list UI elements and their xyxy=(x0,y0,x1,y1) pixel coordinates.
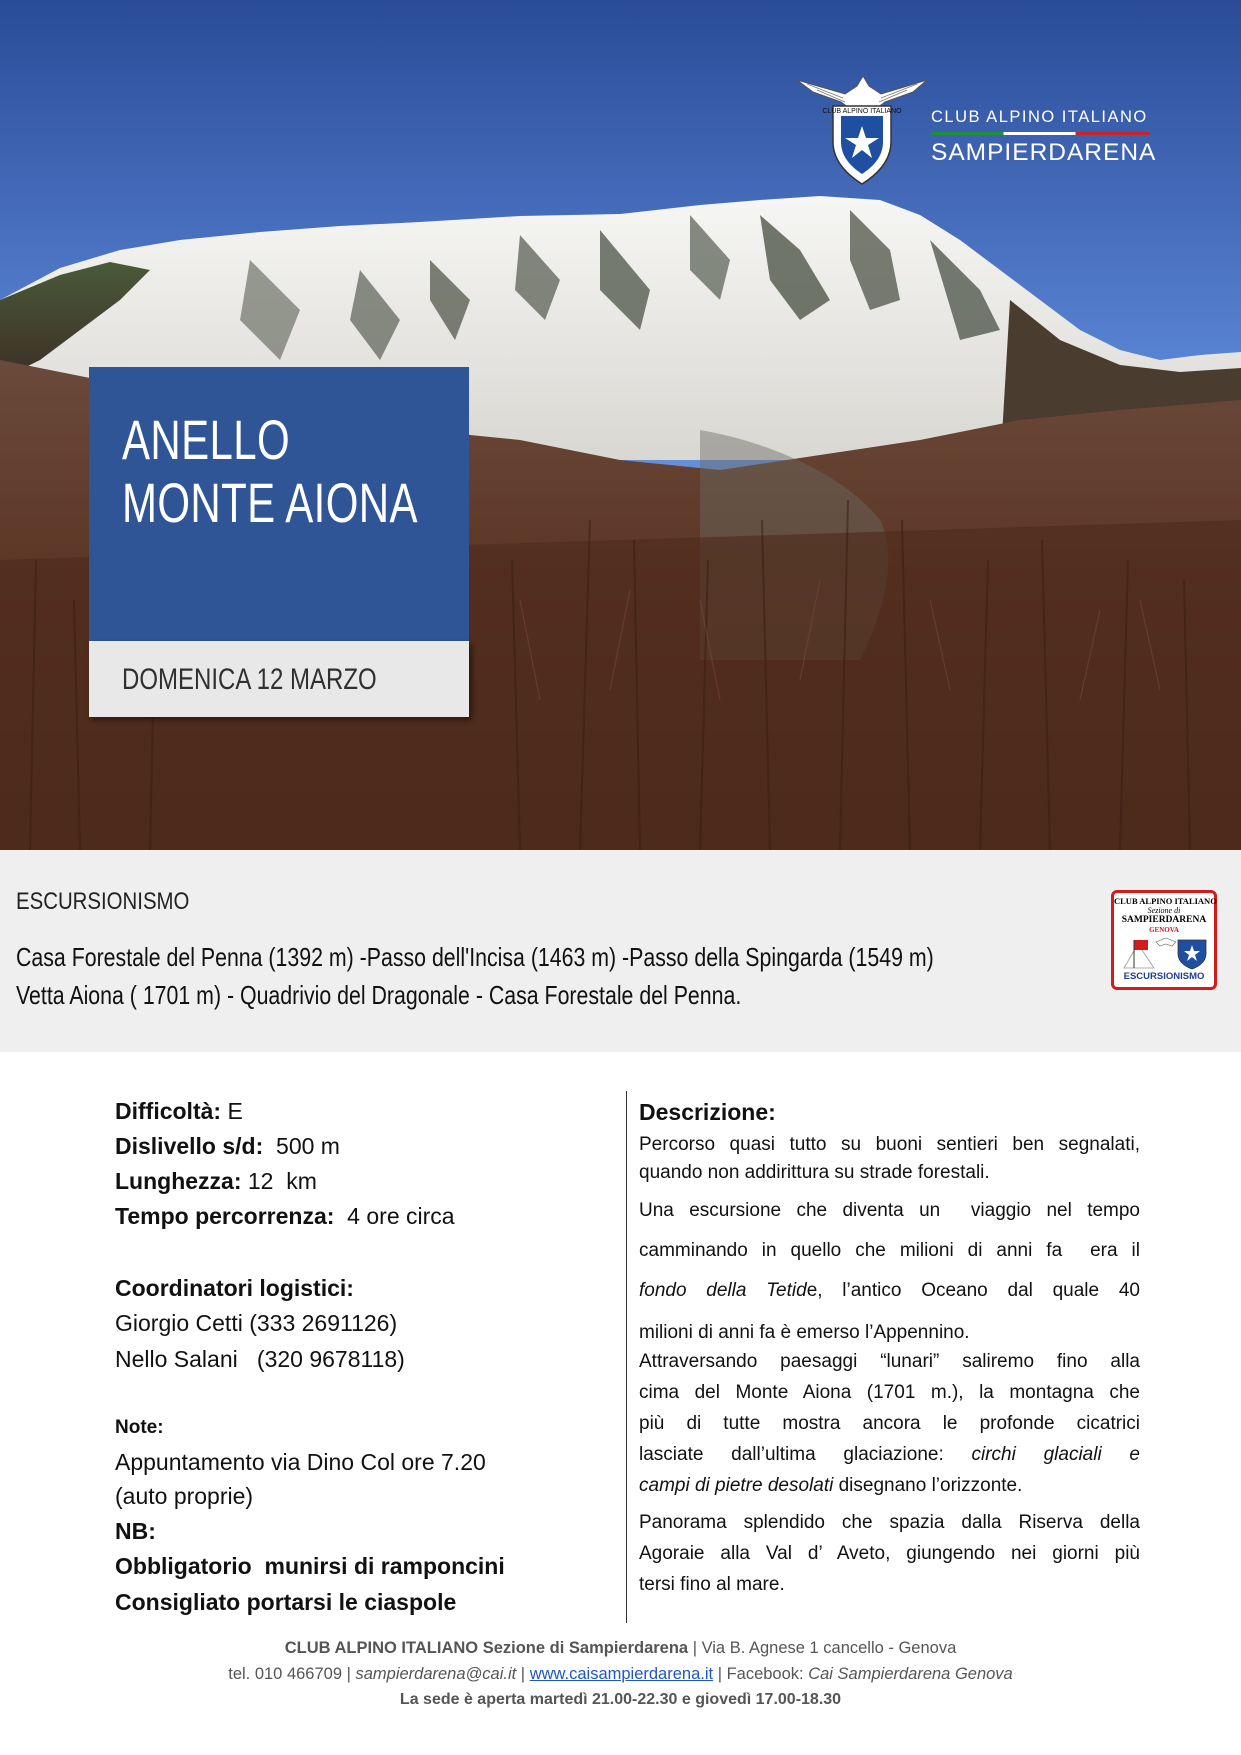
time-value: 4 ore circa xyxy=(334,1203,455,1229)
footer-line2 xyxy=(0,1665,1241,1684)
desc-p2-line7: più di tutte mostra ancora le profonde cicatrici xyxy=(639,1413,1140,1434)
desc-p2-line1: Una escursione che diventa un viaggio nel tempo xyxy=(639,1200,1140,1221)
desc-p1-line2: quando non addirittura su strade forestali. xyxy=(639,1162,990,1183)
footer-sep: | xyxy=(516,1665,530,1683)
desc-p3-line3: tersi fino al mare. xyxy=(639,1574,785,1595)
time-row xyxy=(115,1203,455,1230)
badge-line4: GENOVA xyxy=(1149,926,1179,934)
desc-p2-line8 xyxy=(639,1444,1140,1466)
hero-image xyxy=(0,0,1241,850)
desc-p2-line2: camminando in quello che milioni di anni fa era il xyxy=(639,1240,1140,1261)
footer-line1 xyxy=(0,1639,1241,1658)
route-line-2: Vetta Aiona ( 1701 m) - Quadrivio del Dragonale - Casa Forestale del Penna. xyxy=(16,980,742,1010)
coordinator-2: Nello Salani (320 9678118) xyxy=(115,1346,405,1372)
cai-eagle-emblem-icon xyxy=(795,72,930,187)
footer-tel: tel. 010 466709 | xyxy=(228,1665,356,1683)
badge-line2: Sezione di xyxy=(1147,906,1181,915)
coordinators-label: Coordinatori logistici: xyxy=(115,1275,354,1301)
desc-p2-line3 xyxy=(639,1280,1140,1302)
tricolor-rule xyxy=(931,132,1150,135)
desc-p3-line2: Agoraie alla Val d’ Aveto, giungendo nei giorni più xyxy=(639,1543,1140,1564)
notes-line-1: Appuntamento via Dino Col ore 7.20 xyxy=(115,1449,486,1475)
footer-website-link[interactable]: www.caisampierdarena.it xyxy=(529,1665,714,1683)
nb-line-2: Consigliato portarsi le ciaspole xyxy=(115,1589,457,1615)
description-title: Descrizione: xyxy=(639,1099,776,1125)
escursionismo-badge xyxy=(1111,890,1217,990)
elevation-label: Dislivello s/d: xyxy=(115,1133,264,1159)
footer-hours: La sede è aperta martedì 21.00-22.30 e giovedì 17.00-18.30 xyxy=(399,1691,842,1708)
desc-p2-line8-start: lasciate dall’ultima glaciazione: xyxy=(639,1444,972,1465)
notes-label: Note: xyxy=(115,1417,164,1438)
category-label: ESCURSIONISMO xyxy=(16,888,190,915)
difficulty-value: E xyxy=(221,1098,243,1124)
nb-line-1: Obbligatorio munirsi di ramponcini xyxy=(115,1553,505,1579)
length-label: Lunghezza: xyxy=(115,1168,242,1194)
difficulty-label: Difficoltà: xyxy=(115,1098,222,1124)
desc-p2-line9 xyxy=(639,1475,1140,1497)
desc-italic-tetide: fondo della Tetid xyxy=(639,1280,807,1301)
badge-flag-shield-icon xyxy=(1120,934,1214,970)
coordinator-1: Giorgio Cetti (333 2691126) xyxy=(115,1310,398,1336)
desc-p2-line9-rest: disegnano l’orizzonte. xyxy=(833,1475,1023,1496)
badge-line1: CLUB ALPINO ITALIANO xyxy=(1114,896,1217,906)
elevation-value: 500 m xyxy=(263,1133,340,1159)
nb-label: NB: xyxy=(115,1518,156,1544)
badge-line3: SAMPIERDARENA xyxy=(1121,915,1207,925)
route-line-1: Casa Forestale del Penna (1392 m) -Passo dell'Incisa (1463 m) -Passo della Spingarda (1549 m) xyxy=(16,942,934,972)
desc-p3-line1: Panorama splendido che spazia dalla Riserva della xyxy=(639,1512,1140,1533)
elevation-row xyxy=(115,1133,340,1160)
route-band xyxy=(0,850,1241,1052)
footer-facebook-label: | Facebook: xyxy=(713,1665,809,1683)
footer-org: CLUB ALPINO ITALIANO Sezione di Sampierdarena xyxy=(284,1639,689,1657)
length-row xyxy=(115,1168,317,1195)
date-box xyxy=(89,641,469,717)
org-name-line2: SAMPIERDARENA xyxy=(931,139,1157,166)
title-box xyxy=(89,367,469,641)
cai-logo xyxy=(795,72,1155,187)
desc-p1-line1: Percorso quasi tutto su buoni sentieri ben segnalati, xyxy=(639,1134,1140,1155)
emblem-text: CLUB ALPINO ITALIANO xyxy=(822,108,902,115)
desc-p2-line5: Attraversando paesaggi “lunari” saliremo fino alla xyxy=(639,1351,1140,1372)
length-value: 12 km xyxy=(241,1168,317,1194)
difficulty-row xyxy=(115,1098,243,1125)
desc-p2-line6: cima del Monte Aiona (1701 m.), la montagna che xyxy=(639,1382,1140,1403)
footer-email[interactable]: sampierdarena@cai.it xyxy=(355,1665,517,1683)
page-title-line2: MONTE AIONA xyxy=(122,471,418,534)
desc-p2-line4: milioni di anni fa è emerso l’Appennino. xyxy=(639,1322,970,1343)
desc-p2-line3-rest: e, l’antico Oceano dal quale 40 xyxy=(806,1280,1140,1301)
time-label: Tempo percorrenza: xyxy=(115,1203,335,1229)
org-name-line1: CLUB ALPINO ITALIANO xyxy=(931,108,1148,126)
footer-address: | Via B. Agnese 1 cancello - Genova xyxy=(688,1639,957,1657)
badge-line5: ESCURSIONISMO xyxy=(1123,971,1205,982)
column-divider xyxy=(626,1091,627,1623)
notes-line-2: (auto proprie) xyxy=(115,1483,254,1509)
footer-facebook-value: Cai Sampierdarena Genova xyxy=(808,1665,1013,1683)
desc-italic-campi: campi di pietre desolati xyxy=(639,1475,834,1496)
page-title-line1: ANELLO xyxy=(122,408,290,471)
desc-italic-circhi: circhi glaciali e xyxy=(971,1444,1140,1465)
event-date: DOMENICA 12 MARZO xyxy=(122,663,377,696)
